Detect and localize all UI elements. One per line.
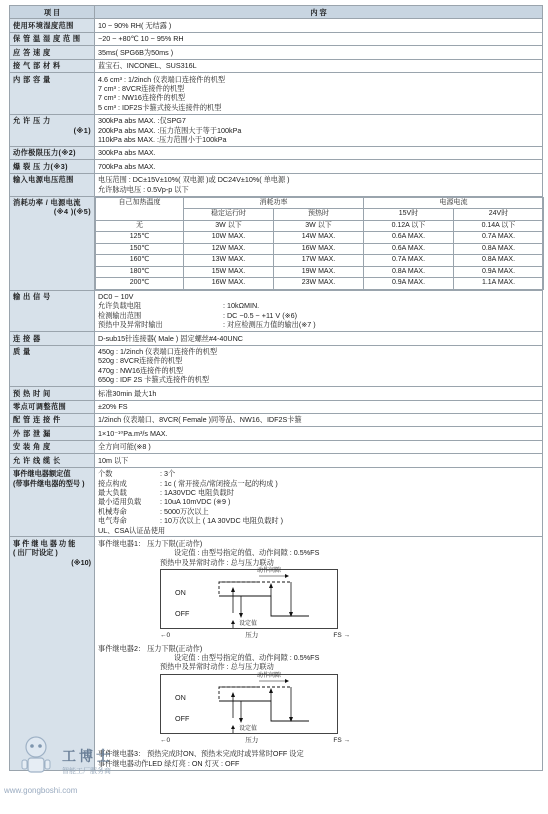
label: 连 接 器 bbox=[10, 332, 95, 345]
relay1-set-label: 设定值 bbox=[239, 621, 258, 628]
key: 最大负载 bbox=[98, 487, 127, 497]
value: 全方向可能(※8 ) bbox=[95, 440, 543, 453]
value: 1×10⁻¹⁰Pa.m³/s MAX. bbox=[95, 427, 543, 440]
watermark-subtitle: 智能工厂服务商 bbox=[62, 768, 111, 775]
power-row bbox=[96, 266, 544, 278]
power-row bbox=[96, 278, 544, 290]
output-pairs bbox=[98, 301, 539, 329]
relay1-off-label: OFF bbox=[175, 609, 190, 619]
axis-fs: FS → bbox=[333, 632, 350, 640]
power-cell: 10W MAX. bbox=[184, 232, 274, 244]
power-cell: 0.6A MAX. bbox=[364, 232, 454, 244]
label: 安 装 角 度 bbox=[10, 440, 95, 453]
label: 配 管 连 接 件 bbox=[10, 413, 95, 426]
value: 10 ~ 90% RH( 无结露 ) bbox=[95, 19, 543, 32]
label: 使用环境湿度范围 bbox=[10, 19, 95, 32]
value: D-sub15针连接器( Male ) 固定螺丝#4-40UNC bbox=[95, 332, 543, 345]
value bbox=[95, 73, 543, 115]
row-angle bbox=[10, 440, 543, 453]
led-line: 事件继电器动作LED 绿灯亮 : ON 灯灭 : OFF bbox=[98, 758, 240, 768]
power-cell: 12W MAX. bbox=[184, 243, 274, 255]
value bbox=[95, 467, 543, 537]
line: UL、CSA认证品使用 bbox=[98, 525, 166, 535]
key: 检测输出范围 bbox=[98, 310, 142, 320]
power-cell: 14W MAX. bbox=[274, 232, 364, 244]
power-cell: 0.8A MAX. bbox=[454, 243, 544, 255]
relay2-head: 事件继电器2： 压力下限(正动作) bbox=[98, 643, 203, 653]
key: 机械寿命 bbox=[98, 506, 127, 516]
key: 最小适用负载 bbox=[98, 497, 142, 507]
val: : 1A30VDC 电阻负载时 bbox=[160, 487, 234, 497]
row-action-limit bbox=[10, 146, 543, 159]
label: 允 许 线 缆 长 bbox=[10, 454, 95, 467]
value: 标准30min 最大1h bbox=[95, 387, 543, 400]
line: 电压范围 : DC±15V±10%( 双电源 )或 DC24V±10%( 单电源 ) bbox=[98, 175, 290, 185]
power-cell: 3W 以下 bbox=[274, 220, 364, 232]
power-cell: 0.8A MAX. bbox=[364, 266, 454, 278]
value bbox=[95, 173, 543, 196]
relay1-hyst-label: 动作间隙 bbox=[257, 568, 282, 575]
relay-pairs bbox=[98, 469, 539, 525]
value: −20 ~ +80℃ 10 ~ 95% RH bbox=[95, 32, 543, 45]
relay2-setting: 设定值 : 由型号指定的值、动作间隙 : 0.5%FS bbox=[174, 652, 320, 662]
val: : 3个 bbox=[160, 469, 176, 479]
label bbox=[10, 196, 95, 290]
label bbox=[10, 114, 95, 146]
relay2-set-label: 设定值 bbox=[239, 725, 258, 732]
power-cell: 13W MAX. bbox=[184, 255, 274, 267]
label-text: 消耗功率 / 电源电流 bbox=[13, 198, 81, 207]
value bbox=[95, 345, 543, 387]
label: 外 部 泄 漏 bbox=[10, 427, 95, 440]
th-heat: 自己加热温度 bbox=[96, 197, 184, 220]
label-note: (※10) bbox=[71, 557, 91, 567]
row-cable bbox=[10, 454, 543, 467]
row-wetted bbox=[10, 59, 543, 72]
power-cell: 0.12A 以下 bbox=[364, 220, 454, 232]
line: 110kPa abs MAX. :压力范围小于100kPa bbox=[98, 134, 227, 144]
label: 接 气 部 材 料 bbox=[10, 59, 95, 72]
value bbox=[95, 196, 543, 290]
val: : 10uA 10mVDC (※9 ) bbox=[160, 497, 231, 507]
header-content: 内 容 bbox=[95, 6, 543, 19]
label: 保 管 温 湿 度 范 围 bbox=[10, 32, 95, 45]
power-cell: 17W MAX. bbox=[274, 255, 364, 267]
label-text: 允 许 压 力 bbox=[13, 116, 51, 126]
relay3-line: 事件继电器3： 预热完成时ON、预热未完成时或异常时OFF 设定 bbox=[98, 749, 304, 759]
power-cell: 125℃ bbox=[96, 232, 184, 244]
key: 允许负载电阻 bbox=[98, 301, 142, 311]
row-temp-humidity bbox=[10, 19, 543, 32]
row-burst bbox=[10, 160, 543, 173]
row-warmup bbox=[10, 387, 543, 400]
power-cell: 0.7A MAX. bbox=[364, 255, 454, 267]
line: 200kPa abs MAX. :压力范围大于等于100kPa bbox=[98, 125, 242, 135]
relay2-hyst-label: 动作间隙 bbox=[257, 672, 282, 679]
th-warmup: 预热时 bbox=[274, 209, 364, 221]
line: 650g : IDF 2S 卡箍式连接件的机型 bbox=[98, 375, 210, 385]
line: 450g : 1/2inch 仪表端口连接件的机型 bbox=[98, 347, 218, 357]
relay2-on-label: ON bbox=[175, 692, 186, 702]
row-connector bbox=[10, 332, 543, 345]
power-row bbox=[96, 232, 544, 244]
label: 内 部 容 量 bbox=[10, 73, 95, 115]
watermark bbox=[4, 726, 154, 806]
power-cell: 150℃ bbox=[96, 243, 184, 255]
axis-label: 压力 bbox=[245, 736, 259, 744]
val: : 1c ( 常开接点/常闭接点一起的构成 ) bbox=[160, 478, 278, 488]
relay2-warmup: 预热中及异常时动作 : 总与压力联动 bbox=[160, 662, 274, 672]
row-leak bbox=[10, 427, 543, 440]
row-output bbox=[10, 290, 543, 332]
power-row bbox=[96, 255, 544, 267]
power-cell: 15W MAX. bbox=[184, 266, 274, 278]
value: 35ms( SPG6B为50ms ) bbox=[95, 46, 543, 59]
relay2-diagram bbox=[160, 674, 338, 734]
label-note: ( 出厂时设定 ) bbox=[13, 548, 58, 558]
label: 动作极限压力(※2) bbox=[10, 146, 95, 159]
val: : DC −0.5 ~ +11 V (※6) bbox=[223, 310, 298, 320]
line: 470g : NW16连接件的机型 bbox=[98, 365, 184, 375]
power-cell: 0.7A MAX. bbox=[454, 232, 544, 244]
spec-sheet bbox=[9, 5, 542, 771]
power-cell: 23W MAX. bbox=[274, 278, 364, 290]
key: 电气寿命 bbox=[98, 516, 127, 526]
value: 10m 以下 bbox=[95, 454, 543, 467]
line: DC0 ~ 10V bbox=[98, 292, 134, 301]
value bbox=[95, 537, 543, 771]
th-power: 消耗功率 bbox=[184, 197, 364, 209]
watermark-title: 工博士 bbox=[62, 748, 113, 764]
power-cell: 3W 以下 bbox=[184, 220, 274, 232]
row-volume bbox=[10, 73, 543, 115]
value: 300kPa abs MAX. bbox=[95, 146, 543, 159]
power-row bbox=[96, 220, 544, 232]
th-steady: 稳定运行时 bbox=[184, 209, 274, 221]
label-text: 事件继电器额定值 bbox=[13, 469, 71, 479]
relay2-axis bbox=[160, 736, 350, 745]
label-note: (带事件继电器的型号 ) bbox=[13, 478, 85, 488]
power-cell: 160℃ bbox=[96, 255, 184, 267]
line: 300kPa abs MAX. :仅SPG7 bbox=[98, 116, 186, 126]
power-table bbox=[95, 197, 544, 290]
value: 700kPa abs MAX. bbox=[95, 160, 543, 173]
relay1-head: 事件继电器1： 压力下限(正动作) bbox=[98, 538, 203, 548]
label: 质 量 bbox=[10, 345, 95, 387]
value: ±20% FS bbox=[95, 400, 543, 413]
row-zero bbox=[10, 400, 543, 413]
val: : 5000万次以上 bbox=[160, 506, 209, 516]
relay1-warmup: 预热中及异常时动作 : 总与压力联动 bbox=[160, 557, 274, 567]
label-note: (※4 )(※5) bbox=[53, 207, 91, 217]
val: : 对应检测压力值的输出(※7 ) bbox=[223, 320, 316, 330]
power-cell: 19W MAX. bbox=[274, 266, 364, 278]
power-cell: 0.6A MAX. bbox=[364, 243, 454, 255]
spec-table bbox=[9, 5, 543, 771]
power-cell: 0.8A MAX. bbox=[454, 255, 544, 267]
table-header bbox=[10, 6, 543, 19]
label: 预 热 时 间 bbox=[10, 387, 95, 400]
power-cell: 16W MAX. bbox=[184, 278, 274, 290]
key: 接点构成 bbox=[98, 478, 127, 488]
row-response bbox=[10, 46, 543, 59]
power-cell: 0.9A MAX. bbox=[364, 278, 454, 290]
label: 应 答 速 度 bbox=[10, 46, 95, 59]
robot-logo-icon bbox=[16, 734, 56, 778]
row-storage bbox=[10, 32, 543, 45]
row-relay-rating bbox=[10, 467, 543, 537]
key: 预热中及异常时输出 bbox=[98, 320, 163, 330]
line: 520g : 8VCR连接件的机型 bbox=[98, 356, 183, 366]
label: 输入电源电压范围 bbox=[10, 173, 95, 196]
row-power bbox=[10, 196, 543, 290]
relay2-off-label: OFF bbox=[175, 713, 190, 723]
label-note: (※1) bbox=[73, 125, 91, 135]
axis-zero: ←0 bbox=[160, 632, 171, 640]
axis-zero: ←0 bbox=[160, 736, 171, 744]
power-row bbox=[96, 243, 544, 255]
line: 7 cm³ : NW16连接件的机型 bbox=[98, 93, 186, 103]
val: : 10万次以上 ( 1A 30VDC 电阻负载时 ) bbox=[160, 516, 284, 526]
power-cell: 0.14A 以下 bbox=[454, 220, 544, 232]
header-item: 项 目 bbox=[10, 6, 95, 19]
axis-label: 压力 bbox=[245, 632, 259, 640]
label bbox=[10, 467, 95, 537]
key: 个数 bbox=[98, 469, 113, 479]
power-cell: 200℃ bbox=[96, 278, 184, 290]
value: 蓝宝石、INCONEL、SUS316L bbox=[95, 59, 543, 72]
row-piping bbox=[10, 413, 543, 426]
power-cell: 无 bbox=[96, 220, 184, 232]
value bbox=[95, 114, 543, 146]
label: 零点可调整范围 bbox=[10, 400, 95, 413]
power-cell: 1.1A MAX. bbox=[454, 278, 544, 290]
value bbox=[95, 290, 543, 332]
watermark-url: www.gongboshi.com bbox=[4, 786, 78, 795]
power-cell: 180℃ bbox=[96, 266, 184, 278]
relay1-on-label: ON bbox=[175, 588, 186, 598]
label: 输 出 信 号 bbox=[10, 290, 95, 332]
th-current: 电源电流 bbox=[364, 197, 544, 209]
power-cell: 16W MAX. bbox=[274, 243, 364, 255]
label: 爆 裂 压 力(※3) bbox=[10, 160, 95, 173]
line: 允许脉动电压 : 0.5Vp-p 以下 bbox=[98, 184, 189, 194]
row-allow-pressure bbox=[10, 114, 543, 146]
power-cell: 0.9A MAX. bbox=[454, 266, 544, 278]
line: 7 cm³ : 8VCR连接件的机型 bbox=[98, 83, 185, 93]
row-supply bbox=[10, 173, 543, 196]
th-24v: 24V时 bbox=[454, 209, 544, 221]
relay1-axis bbox=[160, 631, 350, 640]
row-mass bbox=[10, 345, 543, 387]
val: : 10kΩMIN. bbox=[223, 301, 260, 311]
label-text: 事 件 继 电 器 功 能 bbox=[13, 538, 76, 548]
relay1-diagram bbox=[160, 569, 338, 629]
line: 5 cm³ : IDF2S卡箍式接头连接件的机型 bbox=[98, 102, 222, 112]
th-15v: 15V时 bbox=[364, 209, 454, 221]
axis-fs: FS → bbox=[333, 736, 350, 744]
relay1-setting: 设定值 : 由型号指定的值、动作间隙 : 0.5%FS bbox=[174, 548, 320, 558]
line: 4.6 cm³ : 1/2inch 仪表端口连接件的机型 bbox=[98, 74, 226, 84]
value: 1/2inch 仪表端口、8VCR( Female )同等品、NW16、IDF2S卡箍 bbox=[95, 413, 543, 426]
